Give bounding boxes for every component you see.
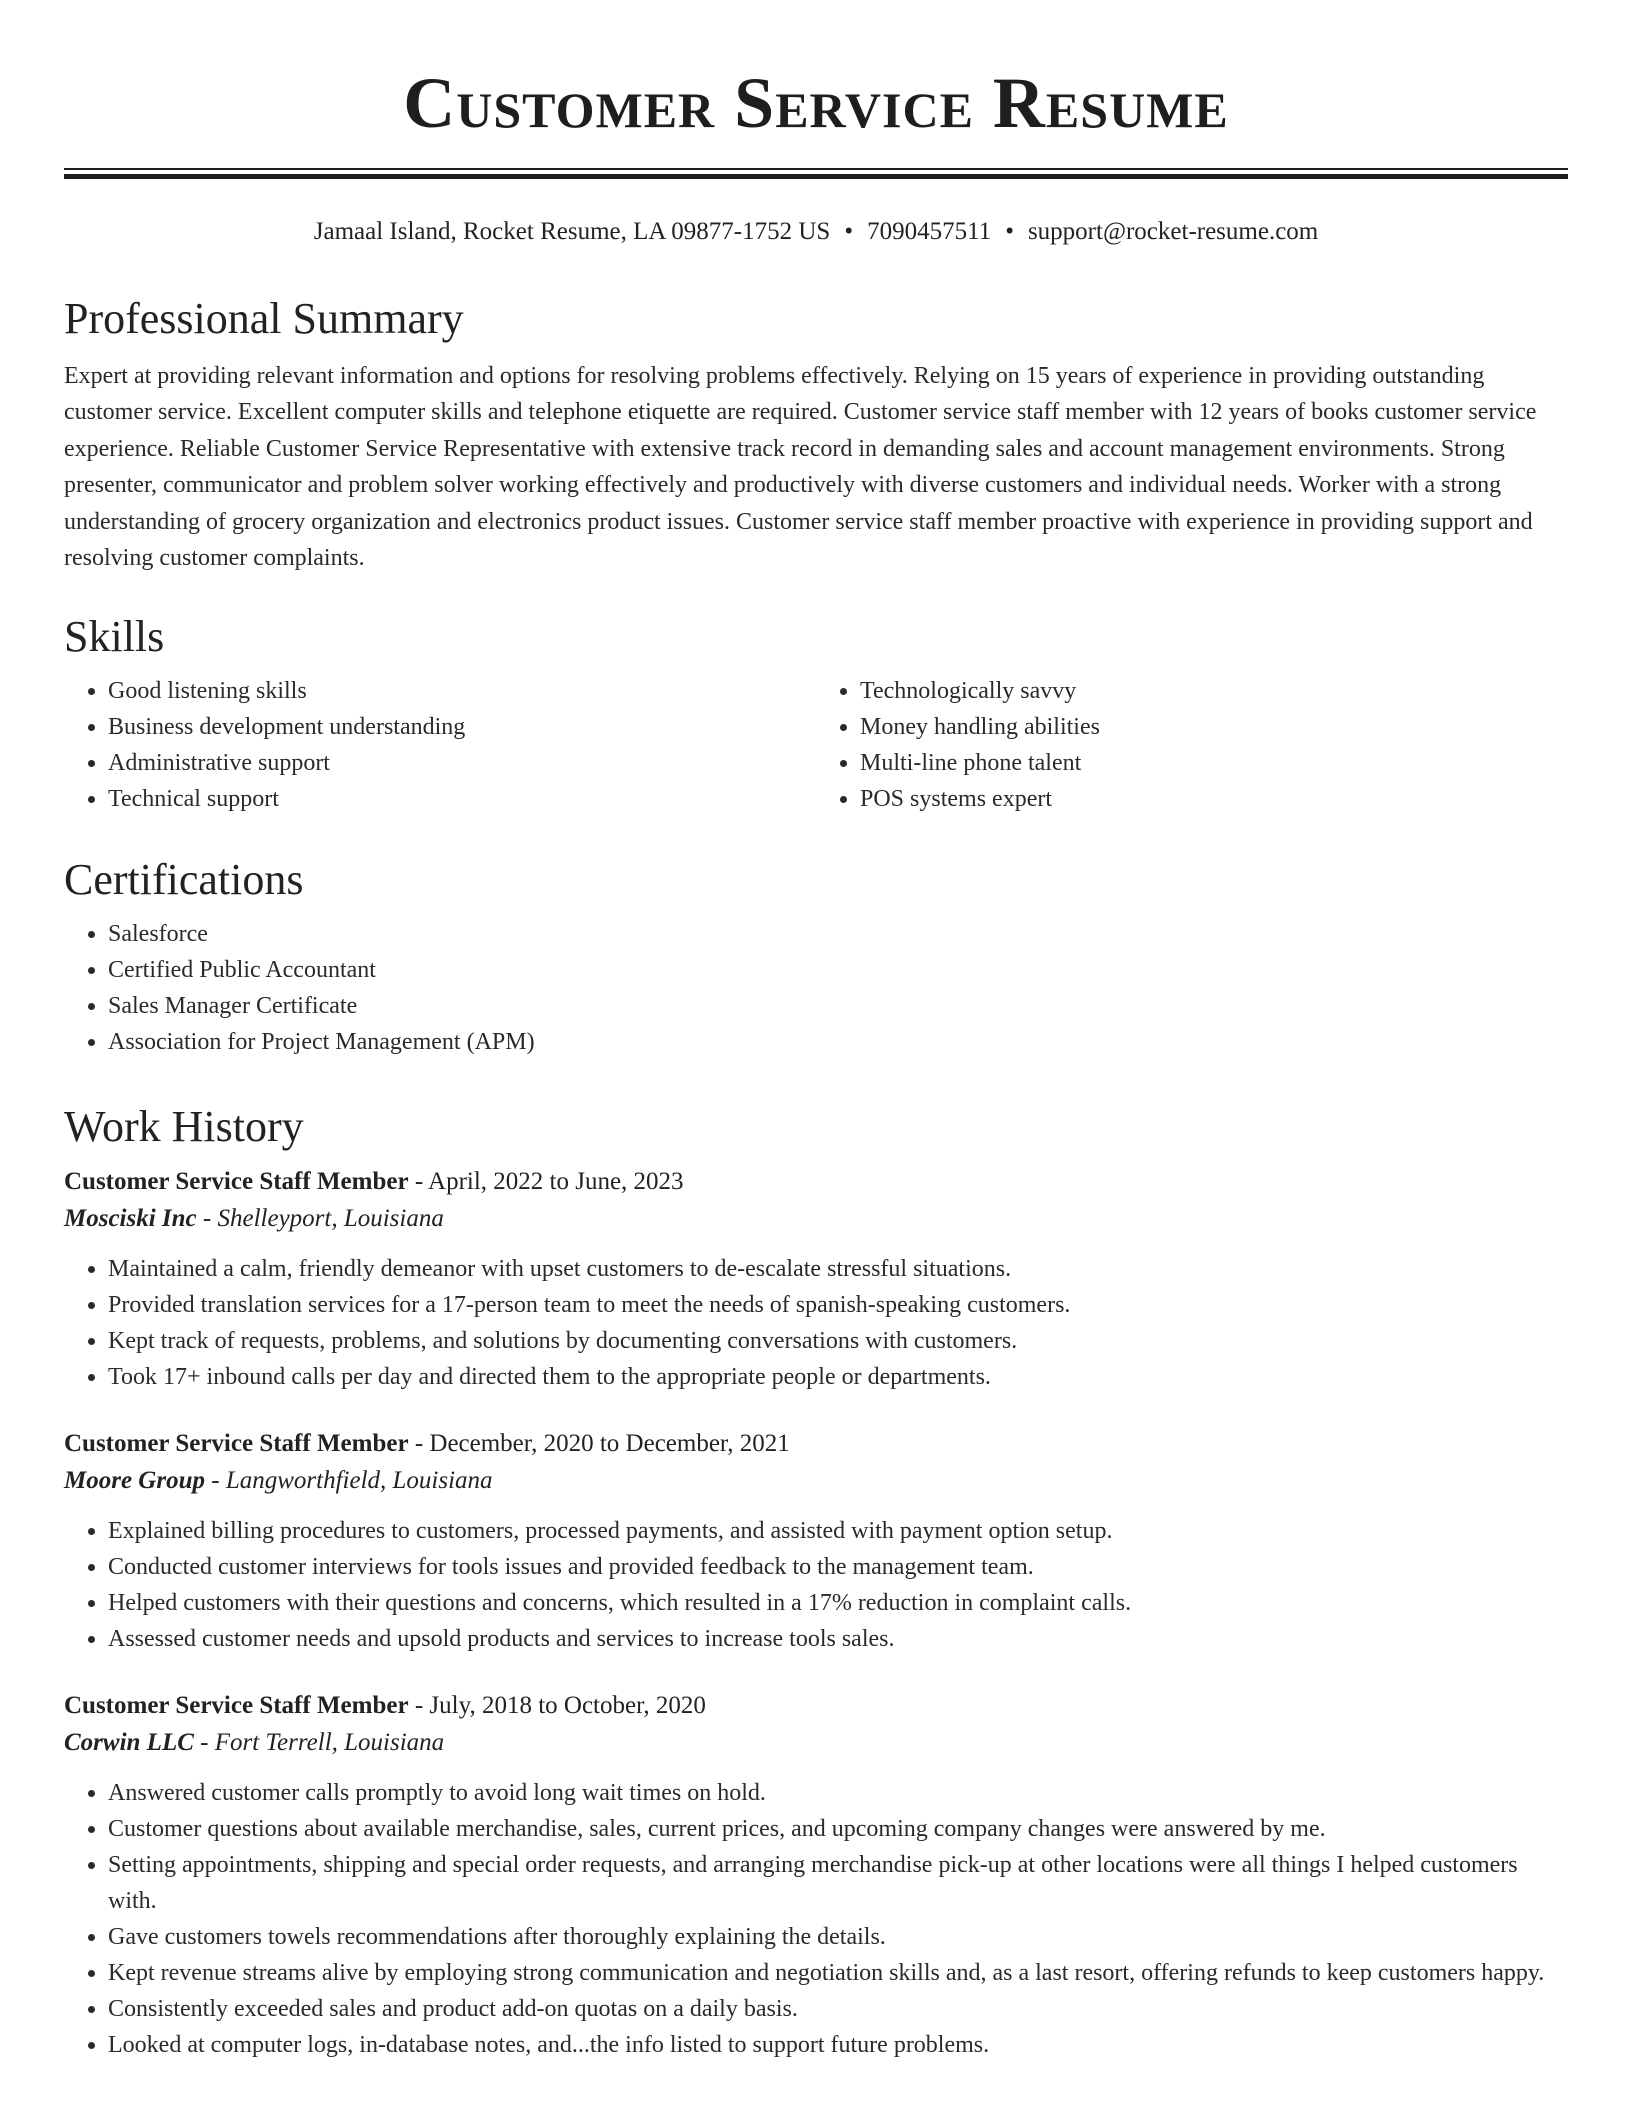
skill-item: • Good listening skills	[108, 673, 816, 709]
certification-item: • Sales Manager Certificate	[108, 988, 1568, 1024]
job-duty: • Answered customer calls promptly to avoid long wait times on hold.	[108, 1775, 1568, 1811]
skills-heading: Skills	[64, 612, 165, 661]
job-location: - Langworthfield, Louisiana	[205, 1467, 493, 1494]
certifications-heading: Certifications	[64, 855, 304, 904]
summary-heading: Professional Summary	[64, 294, 464, 343]
job-entry	[64, 1164, 1568, 1395]
job-duty: • Setting appointments, shipping and special order requests, and arranging merchandise pick-up at other locations were all things I helped customers with.	[108, 1847, 1568, 1919]
contact-address: Jamaal Island, Rocket Resume, LA 09877-1752 US	[313, 218, 831, 245]
job-duty: • Consistently exceeded sales and product add-on quotas on a daily basis.	[108, 1991, 1568, 2027]
certification-item: • Certified Public Accountant	[108, 952, 1568, 988]
contact-phone: 7090457511	[867, 218, 992, 245]
skills-list-left	[64, 673, 816, 817]
job-duty: • Customer questions about available merchandise, sales, current prices, and upcoming company changes were answered by me.	[108, 1811, 1568, 1847]
job-duty: • Helped customers with their questions and concerns, which resulted in a 17% reduction in complaint calls.	[108, 1585, 1568, 1621]
job-title: Customer Service Staff Member	[64, 1692, 409, 1719]
job-entry	[64, 1426, 1568, 1657]
certification-item: • Salesforce	[108, 916, 1568, 952]
job-title-line	[64, 1688, 1568, 1724]
title-divider-thin	[64, 168, 1568, 170]
job-duty: • Kept revenue streams alive by employing strong communication and negotiation skills and, as a last resort, offering refunds to keep customers happy.	[108, 1955, 1568, 1991]
job-duty: • Kept track of requests, problems, and solutions by documenting conversations with customers.	[108, 1323, 1568, 1359]
skill-item: • Multi-line phone talent	[860, 745, 1568, 781]
summary-section	[64, 292, 1568, 576]
job-duty: • Gave customers towels recommendations after thoroughly explaining the details.	[108, 1919, 1568, 1955]
job-duties-list	[64, 1775, 1568, 2063]
job-duties-list	[64, 1513, 1568, 1657]
job-entry	[64, 1688, 1568, 2063]
certifications-section	[64, 853, 1568, 1060]
contact-line	[0, 214, 1632, 250]
contact-email: support@rocket-resume.com	[1027, 218, 1319, 245]
job-duties-list	[64, 1251, 1568, 1395]
job-location: - Shelleyport, Louisiana	[196, 1205, 444, 1232]
job-title: Customer Service Staff Member	[64, 1168, 409, 1195]
work-history-heading: Work History	[64, 1102, 304, 1151]
job-dates: - July, 2018 to October, 2020	[408, 1692, 706, 1719]
job-duty: • Maintained a calm, friendly demeanor with upset customers to de-escalate stressful situations.	[108, 1251, 1568, 1287]
skill-item: • Money handling abilities	[860, 709, 1568, 745]
resume-title: Customer Service Resume	[403, 63, 1229, 143]
job-company: Mosciski Inc	[64, 1205, 197, 1232]
certification-item: • Association for Project Management (APM)	[108, 1024, 1568, 1060]
job-location: - Fort Terrell, Louisiana	[193, 1729, 445, 1756]
job-duty: • Took 17+ inbound calls per day and directed them to the appropriate people or departments.	[108, 1359, 1568, 1395]
job-title-line	[64, 1164, 1568, 1200]
job-dates: - December, 2020 to December, 2021	[408, 1430, 790, 1457]
job-dates: - April, 2022 to June, 2023	[408, 1168, 684, 1195]
skills-columns	[64, 673, 1568, 817]
title-divider-thick	[64, 174, 1568, 179]
work-history-section	[64, 1100, 1568, 2063]
certifications-list	[64, 916, 1568, 1060]
job-duty: • Assessed customer needs and upsold products and services to increase tools sales.	[108, 1621, 1568, 1657]
skill-item: • Technical support	[108, 781, 816, 817]
job-company-line	[64, 1200, 1568, 1238]
job-duty: • Conducted customer interviews for tools issues and provided feedback to the management team.	[108, 1549, 1568, 1585]
job-duty: • Explained billing procedures to customers, processed payments, and assisted with payment option setup.	[108, 1513, 1568, 1549]
skill-item: • Administrative support	[108, 745, 816, 781]
skill-item: • POS systems expert	[860, 781, 1568, 817]
skill-item: • Business development understanding	[108, 709, 816, 745]
contact-separator: •	[844, 218, 854, 245]
job-company: Corwin LLC	[64, 1729, 194, 1756]
job-duty: • Looked at computer logs, in-database notes, and...the info listed to support future problems.	[108, 2027, 1568, 2063]
job-title: Customer Service Staff Member	[64, 1430, 409, 1457]
contact-separator: •	[1005, 218, 1014, 245]
skills-section	[64, 610, 1568, 817]
job-company-line	[64, 1462, 1568, 1500]
job-duty: • Provided translation services for a 17-person team to meet the needs of spanish-speaking customers.	[108, 1287, 1568, 1323]
skill-item: • Technologically savvy	[860, 673, 1568, 709]
job-title-line	[64, 1426, 1568, 1462]
skills-list-right	[816, 673, 1568, 817]
job-company: Moore Group	[64, 1467, 205, 1494]
summary-text: Expert at providing relevant information and options for resolving problems effectively. Relying on 15 years of experience in providing outstanding customer service. Excellent computer skills and telephone etiquette are required. Customer service staff member with 12 years of books customer service experience. Reliable Customer Service Representative with extensive track record in demanding sales and account management environments. Strong presenter, communicator and problem solver working effectively and productively with diverse customers and individual needs. Worker with a strong understanding of grocery organization and electronics product issues. Customer service staff member proactive with experience in providing support and resolving customer complaints.	[64, 363, 1537, 572]
job-company-line	[64, 1724, 1568, 1762]
